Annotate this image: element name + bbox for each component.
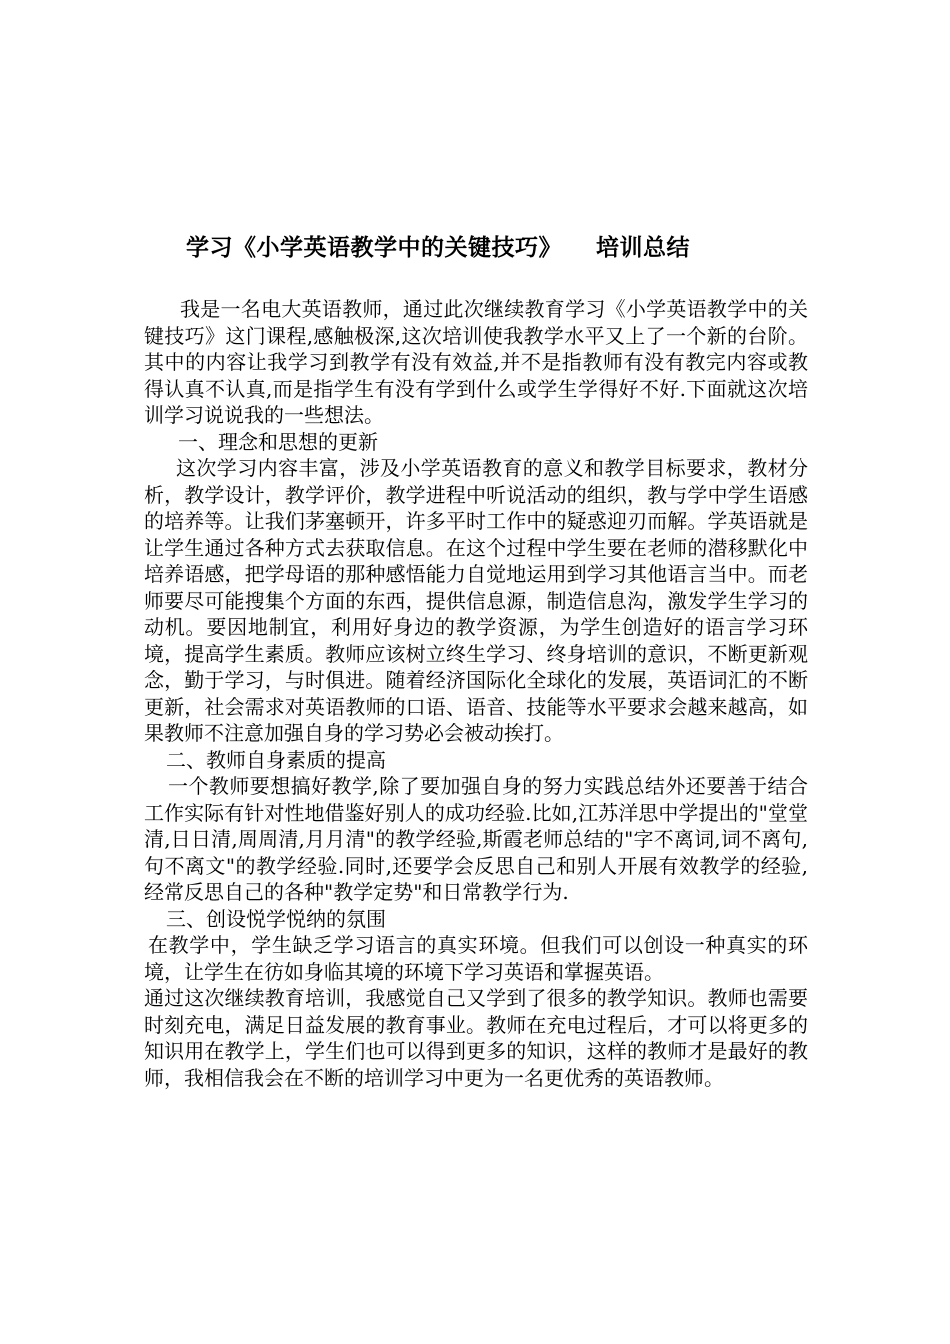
document-body: [144, 296, 808, 1091]
section-paragraph-1: 这次学习内容丰富，涉及小学英语教育的意义和教学目标要求，教材分析，教学设计，教学评价，教学进程中听说活动的组织，教与学中学生语感的培养等。让我们茅塞顿开，许多平时工作中的疑惑迎刃而解。学英语就是让学生通过各种方式去获取信息。在这个过程中学生要在老师的潜移默化中培养语感，把学母语的那种感悟能力自觉地运用到学习其他语言当中。而老师要尽可能搜集个方面的东西，提供信息源，制造信息沟，激发学生学习的动机。要因地制宜，利用好身边的教学资源，为学生创造好的语言学习环境，提高学生素质。教师应该树立终生学习、终身培训的意识，不断更新观念，勤于学习，与时俱进。随着经济国际化全球化的发展，英语词汇的不断更新，社会需求对英语教师的口语、语音、技能等水平要求会越来越高，如果教师不注意加强自身的学习势必会被动挨打。: [144, 456, 808, 745]
section-heading-1: 一、理念和思想的更新: [178, 429, 378, 454]
section-heading-2: 二、教师自身素质的提高: [166, 747, 386, 772]
document-title: 学习《小学英语教学中的关键技巧》 培训总结: [186, 235, 691, 261]
section-paragraph-2: 一个教师要想搞好教学,除了要加强自身的努力实践总结外还要善于结合工作实际有针对性地借鉴好别人的成功经验.比如,江苏洋思中学提出的"堂堂清,日日清,周周清,月月清"的教学经验,斯霞老师总结的"字不离词,词不离句,句不离文"的教学经验.同时,还要学会反思自己和别人开展有效教学的经验,经常反思自己的各种"教学定势"和日常教学行为.: [144, 774, 808, 904]
section-heading-3: 三、创设悦学悦纳的氛围: [166, 906, 386, 931]
conclusion-paragraph: 通过这次继续教育培训，我感觉自己又学到了很多的教学知识。教师也需要时刻充电，满足日益发展的教育事业。教师在充电过程后，才可以将更多的知识用在教学上，学生们也可以得到更多的知识，这样的教师才是最好的教师，我相信我会在不断的培训学习中更为一名更优秀的英语教师。: [144, 986, 808, 1090]
section-paragraph-3: 在教学中，学生缺乏学习语言的真实环境。但我们可以创设一种真实的环境，让学生在彷如身临其境的环境下学习英语和掌握英语。: [144, 933, 808, 984]
intro-paragraph: 我是一名电大英语教师，通过此次继续教育学习《小学英语教学中的关键技巧》这门课程,感触极深,这次培训使我教学水平又上了一个新的台阶。其中的内容让我学习到教学有没有效益,并不是指教师有没有教完内容或教得认真不认真,而是指学生有没有学到什么或学生学得好不好.下面就这次培训学习说说我的一些想法。: [144, 297, 808, 427]
